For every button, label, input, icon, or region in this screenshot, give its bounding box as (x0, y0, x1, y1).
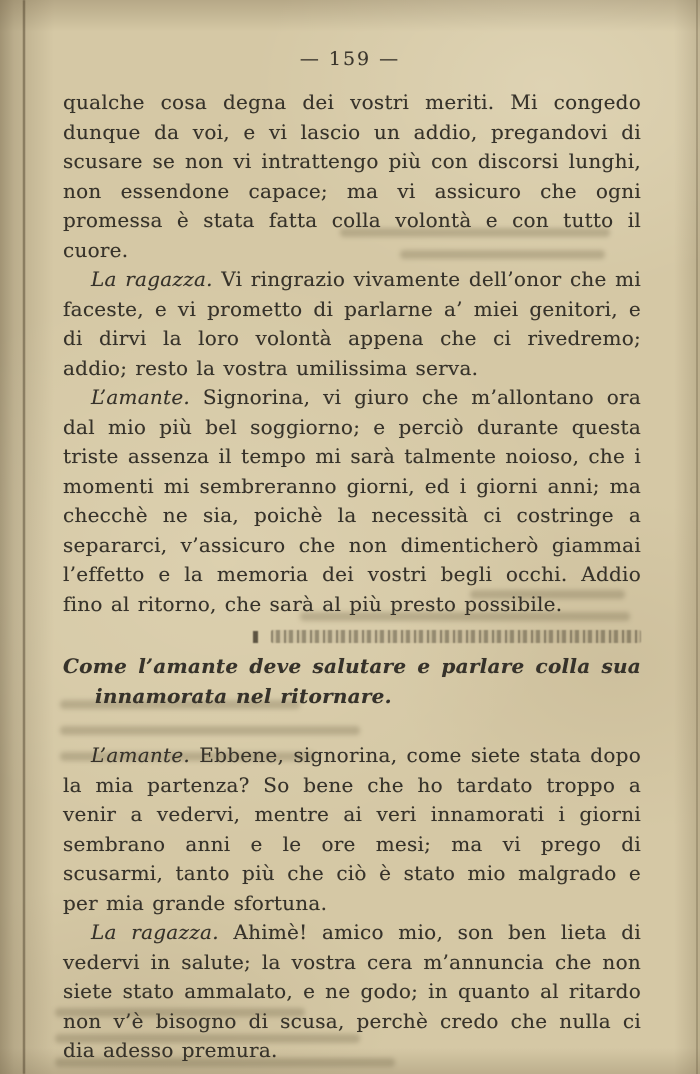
page-body (63, 88, 641, 1066)
dialogue-text: Vi ringrazio vivamente dell’onor che mi faceste, e vi prometto di parlarne a’ miei genitori, e di dirvi la loro volontà appena che ci rivedremo; addio; resto la vostra umilissima serva. (63, 267, 641, 380)
speaker-name: La ragazza. (91, 267, 213, 291)
dialogue-paragraph-amante-2 (63, 741, 641, 918)
dialogue-text: Ebbene, signorina, come siete stata dopo la mia partenza? So bene che ho tardato troppo a venir a vedervi, mentre ai veri innamorati i giorni sembrano anni e le ore mesi; ma vi prego di scusarmi, tanto più che ciò è stato mio malgrado e per mia grande sfortuna. (63, 743, 641, 915)
dialogue-paragraph-amante-1 (63, 383, 641, 619)
dialogue-text: Ahimè! amico mio, son ben lieta di vedervi in salute; la vostra cera m’annuncia che non siete stato ammalato, e ne godo; in quanto al ritardo non v’è bisogno di scusa, perchè credo che nulla ci dia adesso premura. (63, 920, 641, 1062)
dialogue-paragraph-ragazza-2 (63, 918, 641, 1066)
dialogue-paragraph-ragazza-1 (63, 265, 641, 383)
dialogue-text: Signorina, vi giuro che m’allontano ora dal mio più bel soggiorno; e perciò durante questa triste assenza il tempo mi sarà talmente noioso, che i momenti mi sembreranno giorni, ed i giorni anni; ma checchè ne sia, poichè la necessità ci costringe a separarci, v’assicuro che non dimenticherò giammai l’effetto e la memoria dei vostri begli occhi. Addio fino al ritorno, che sarà al più presto possibile. (63, 385, 641, 616)
speaker-name: La ragazza. (91, 920, 219, 944)
speaker-name: L’amante. (91, 385, 191, 409)
binding-crease-line (23, 0, 25, 1074)
section-heading: Come l’amante deve salutare e parlare colla sua innamorata nel ritornare. (63, 654, 641, 708)
paragraph-continuation: qualche cosa degna dei vostri meriti. Mi congedo dunque da voi, e vi lascio un addio, pregandovi di scusare se non vi intrattengo più con discorsi lunghi, non essendone capace; ma vi assicuro che ogni promessa è stata fatta colla volontà e con tutto il cuore. (63, 90, 641, 262)
decorative-ornament-rule (271, 630, 641, 643)
speaker-name: L’amante. (91, 743, 191, 767)
page-edge-line (696, 0, 698, 1074)
page-number: — 159 — (299, 48, 401, 70)
